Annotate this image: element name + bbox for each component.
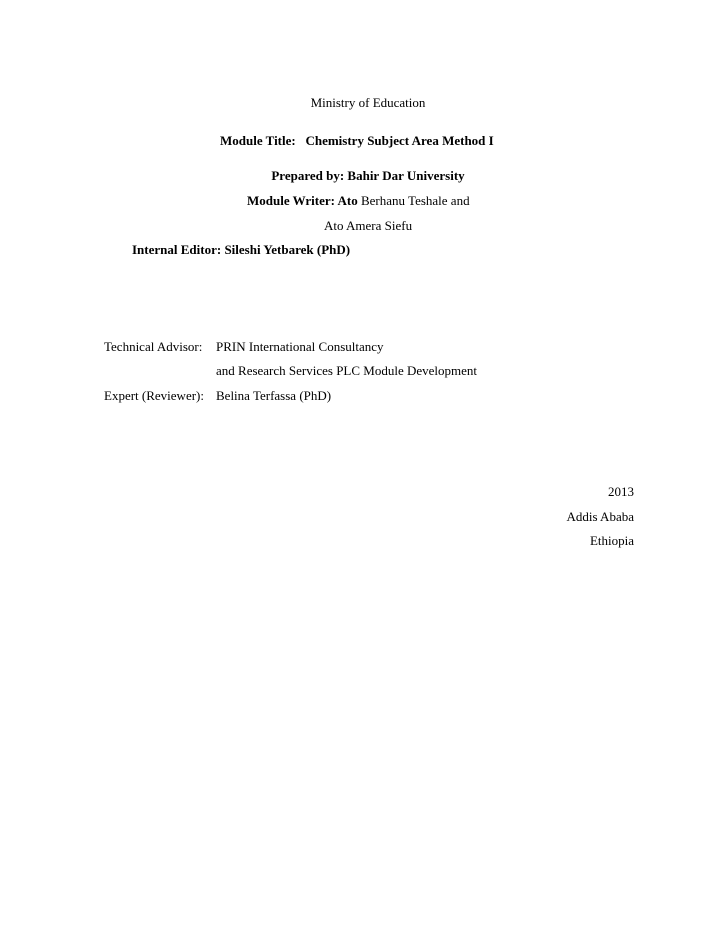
ministry-heading: Ministry of Education — [310, 95, 426, 110]
publication-city: Addis Ababa — [566, 509, 634, 524]
module-title-line — [220, 133, 494, 149]
module-writer-value: Berhanu Teshale and — [357, 193, 470, 208]
prepared-by: Prepared by: Bahir Dar University — [271, 168, 465, 183]
module-title-label: Module Title: — [220, 133, 296, 148]
technical-advisor-label: Technical Advisor: — [104, 339, 203, 354]
module-title-value: Chemistry Subject Area Method I — [305, 133, 494, 148]
internal-editor: Internal Editor: Sileshi Yetbarek (PhD) — [132, 242, 351, 257]
module-writer-line — [247, 193, 470, 209]
technical-advisor-line2: and Research Services PLC Module Development — [216, 363, 478, 378]
module-writer-second: Ato Amera Siefu — [324, 218, 413, 233]
module-writer-label: Module Writer: Ato — [247, 193, 358, 208]
expert-reviewer-value: Belina Terfassa (PhD) — [216, 388, 332, 403]
technical-advisor-line1: PRIN International Consultancy — [216, 339, 384, 354]
expert-reviewer-label: Expert (Reviewer): — [104, 388, 204, 403]
publication-year: 2013 — [608, 484, 634, 499]
publication-country: Ethiopia — [589, 533, 634, 548]
